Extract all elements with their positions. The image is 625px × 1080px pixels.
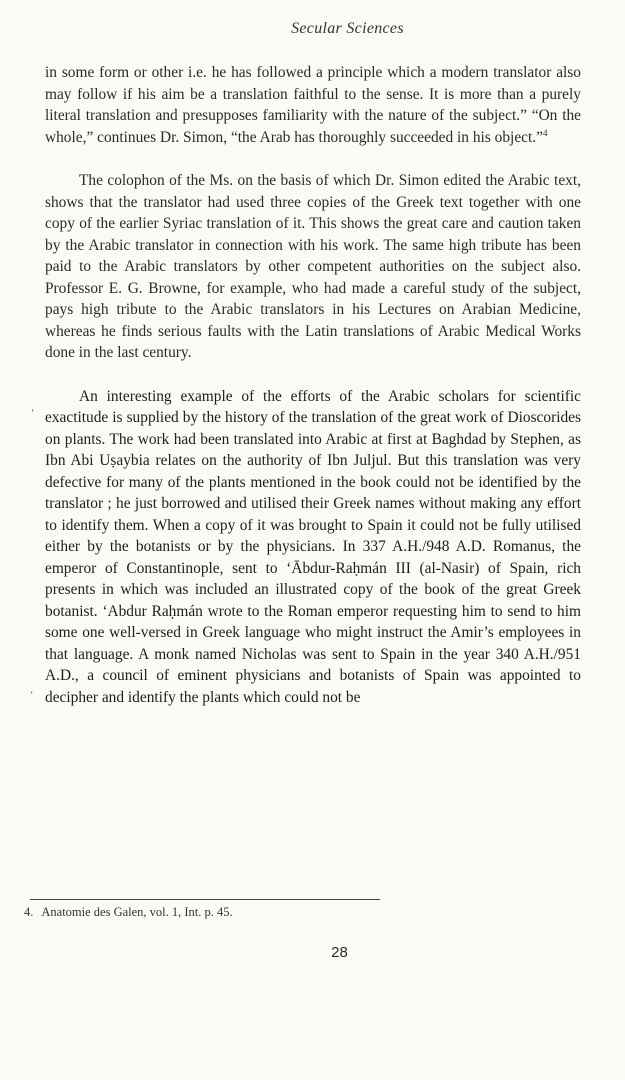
paragraph-2: The colophon of the Ms. on the basis of which Dr. Simon edited the Arabic text, shows that the translator had used three copies of the Greek text together with one copy of the earlier Syriac translation of it. This shows the great care and caution taken by the Arabic translator in connection with his work. The same high tribute has been paid to the Arabic translators by other competent authorities on the subject also. Professor E. G. Browne, for example, who had made a careful study of the subject, pays high tribute to the Arabic translators in his Lectures on Arabian Medicine, whereas he finds serious faults with the Latin translations of Arabic Medical Works done in the last century.	[45, 172, 581, 361]
paragraph-1	[45, 62, 581, 148]
paragraph-1-text: in some form or other i.e. he has followed a principle which a modern translator also may follow if his aim be a translation faithful to the sense. It is more than a purely literal translation and presupposes familiarity with the nature of the subject.” “On the whole,” continues Dr. Simon, “the Arab has thoroughly succeeded in his object.”	[45, 64, 581, 146]
footnote-number: 4.	[24, 905, 34, 919]
footnote-divider	[30, 899, 380, 900]
footnote	[24, 905, 584, 920]
footnote-text: Anatomie des Galen, vol. 1, Int. p. 45.	[41, 905, 233, 919]
body-text	[45, 62, 581, 730]
footnote-reference[interactable]: 4	[542, 127, 548, 138]
page-number: 28	[331, 944, 348, 961]
running-title: Secular Sciences	[291, 20, 404, 37]
margin-tick-mark: ‘	[30, 690, 34, 701]
margin-tick-mark: ‘	[31, 408, 35, 419]
paragraph-3: An interesting example of the efforts of the Arabic scholars for scientific exactitude is supplied by the history of the translation of the great work of Dioscorides on plants. The work had been translated into Arabic at first at Baghdad by Stephen, as Ibn Abi Uṣaybia relates on the authority of Ibn Juljul. But this translation was very defective for many of the plants mentioned in the book could not be identified by the translator ; he just borrowed and utilised their Greek names without making any effort to identify them. When a copy of it was brought to Spain it could not be fully utilised either by the botanists or by the physicians. In 337 A.H./948 A.D. Romanus, the emperor of Constantinople, sent to ‘Ābdur-Raḥmán III (al-Nasir) of Spain, rich presents in which was included an illustrated copy of the book of the great Greek botanist. ‘Abdur Raḥmán wrote to the Roman emperor requesting him to send to him some one well-versed in Greek language who might instruct the Amir’s employees in that language. A monk named Nicholas was sent to Spain in the year 340 A.H./951 A.D., a council of eminent physicians and botanists of Spain was appointed to decipher and identify the plants which could not be	[45, 387, 581, 706]
